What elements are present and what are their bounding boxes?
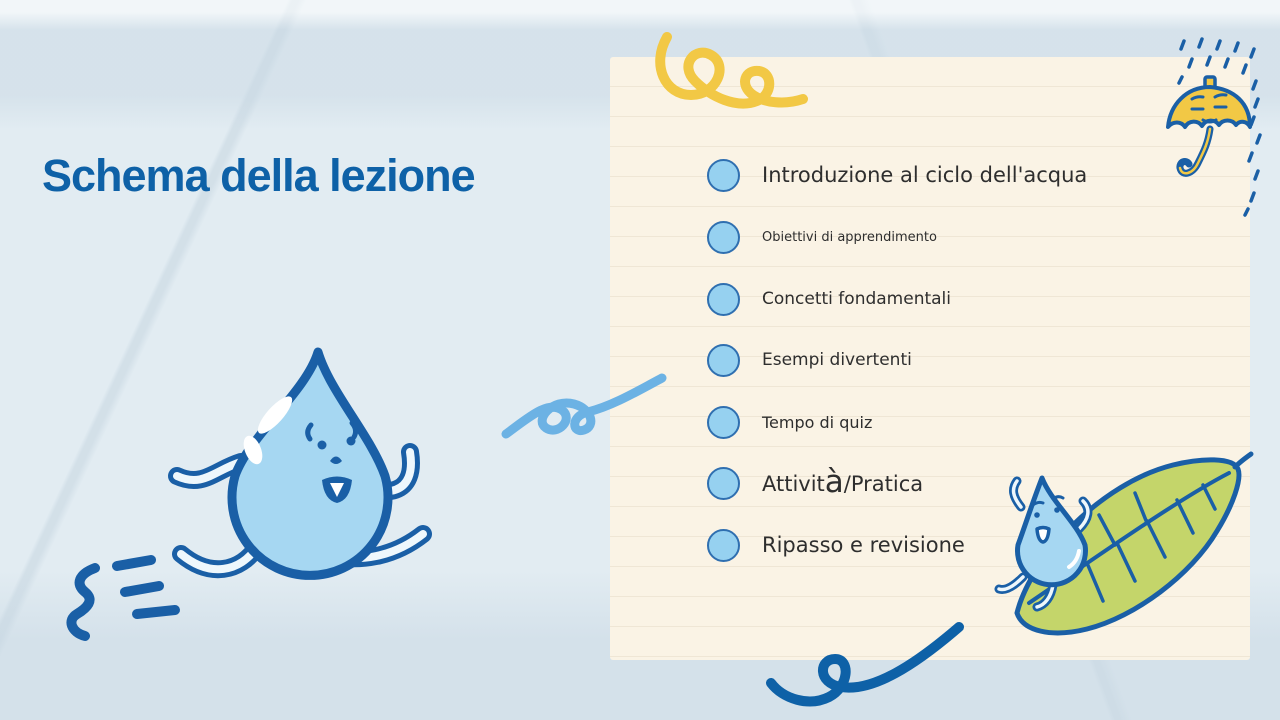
list-item: [707, 343, 912, 377]
list-item-label: Concetti fondamentali: [762, 289, 952, 309]
circle-bullet-icon: [707, 283, 740, 316]
circle-bullet-icon: [707, 221, 740, 254]
list-item-label: Obiettivi di apprendimento: [762, 229, 937, 245]
slide-title: Schema della lezione: [42, 150, 475, 201]
running-water-drop-character: [55, 340, 445, 660]
circle-bullet-icon: [707, 529, 740, 562]
list-item: [707, 158, 1087, 192]
list-item-label: Tempo di quiz: [762, 412, 873, 432]
list-item: [707, 405, 872, 439]
list-item-label: Esempi divertenti: [762, 350, 912, 370]
list-item: [707, 282, 951, 316]
circle-bullet-icon: [707, 406, 740, 439]
circle-bullet-icon: [707, 467, 740, 500]
circle-bullet-icon: [707, 159, 740, 192]
list-item-label: Ripasso e revisione: [762, 533, 965, 557]
list-item: [707, 528, 965, 562]
list-item: [707, 220, 937, 254]
lesson-outline-panel: [610, 57, 1250, 660]
circle-bullet-icon: [707, 344, 740, 377]
label-part: /Pratica: [843, 471, 924, 496]
list-item-label: [762, 463, 924, 500]
list-item: [707, 463, 924, 500]
list-item-label: Introduzione al ciclo dell'acqua: [762, 163, 1088, 187]
label-part: Attivit: [762, 471, 825, 496]
label-part-accent: à: [824, 463, 844, 500]
speed-lines-icon: [71, 560, 175, 636]
